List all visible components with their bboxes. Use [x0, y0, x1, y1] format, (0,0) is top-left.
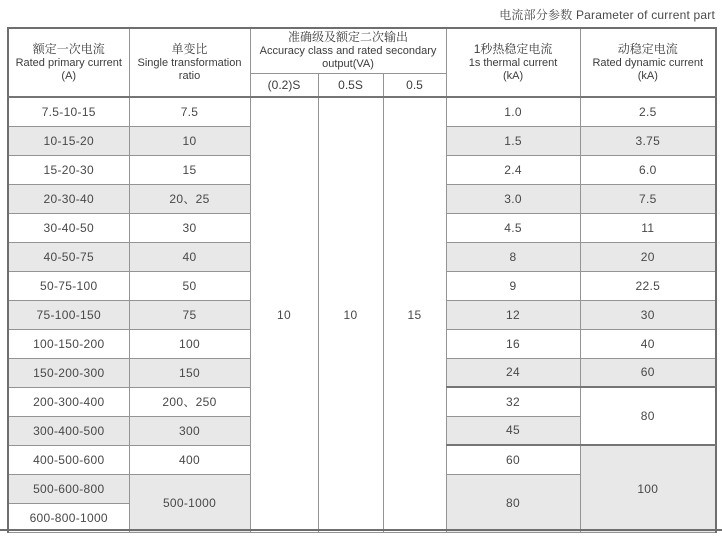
- table-body: [8, 97, 716, 532]
- cell-dynamic: 6.0: [580, 155, 716, 184]
- cell-ratio: 100: [129, 329, 250, 358]
- cell-primary-current: 300-400-500: [8, 416, 129, 445]
- header-accuracy-class-05s: 0.5S: [318, 73, 383, 97]
- current-parameter-table: [7, 27, 717, 533]
- cell-thermal-merged-80: 80: [446, 474, 580, 532]
- header-thermal-unit: (kA): [502, 70, 524, 82]
- header-accuracy-zh: 准确级及额定二次输出: [288, 30, 409, 45]
- cell-dynamic: 20: [580, 242, 716, 271]
- header-thermal-current: [446, 28, 580, 97]
- cell-primary-current: 7.5-10-15: [8, 97, 129, 126]
- header-accuracy-en: Accuracy class and rated secondary output(VA): [259, 45, 437, 71]
- cell-dynamic: 2.5: [580, 97, 716, 126]
- header-thermal-en: 1s thermal current: [468, 57, 558, 69]
- cell-ratio: 200、250: [129, 387, 250, 416]
- cell-ratio: 15: [129, 155, 250, 184]
- cell-primary-current: 600-800-1000: [8, 503, 129, 532]
- cell-primary-current: 30-40-50: [8, 213, 129, 242]
- bottom-divider: [0, 529, 722, 531]
- cell-thermal: 4.5: [446, 213, 580, 242]
- cell-ratio: 10: [129, 126, 250, 155]
- cell-accuracy-output-05s: 10: [318, 97, 383, 532]
- cell-ratio: 300: [129, 416, 250, 445]
- cell-primary-current: 20-30-40: [8, 184, 129, 213]
- cell-dynamic: 7.5: [580, 184, 716, 213]
- cell-primary-current: 50-75-100: [8, 271, 129, 300]
- cell-dynamic: 3.75: [580, 126, 716, 155]
- table-title: 电流部分参数 Parameter of current part: [499, 8, 715, 22]
- cell-ratio-merged-500-1000: 500-1000: [129, 474, 250, 532]
- header-primary-current-unit: (A): [61, 70, 77, 82]
- header-primary-current-en: Rated primary current: [15, 57, 122, 69]
- cell-primary-current: 400-500-600: [8, 445, 129, 474]
- table-row: [8, 97, 716, 126]
- cell-dynamic: 30: [580, 300, 716, 329]
- cell-ratio: 75: [129, 300, 250, 329]
- cell-dynamic: 22.5: [580, 271, 716, 300]
- cell-thermal: 1.5: [446, 126, 580, 155]
- cell-dynamic-merged-100: 100: [580, 445, 716, 532]
- cell-thermal: 24: [446, 358, 580, 387]
- header-thermal-zh: 1秒热稳定电流: [473, 42, 553, 56]
- header-dynamic-current: [580, 28, 716, 97]
- cell-dynamic: 40: [580, 329, 716, 358]
- header-dynamic-en: Rated dynamic current: [592, 57, 704, 69]
- header-dynamic-unit: (kA): [637, 70, 658, 82]
- cell-primary-current: 100-150-200: [8, 329, 129, 358]
- cell-thermal: 16: [446, 329, 580, 358]
- cell-primary-current: 15-20-30: [8, 155, 129, 184]
- cell-dynamic: 11: [580, 213, 716, 242]
- cell-thermal: 32: [446, 387, 580, 416]
- header-ratio: [129, 28, 250, 97]
- header-primary-current-zh: 额定一次电流: [32, 42, 105, 56]
- header-dynamic-zh: 动稳定电流: [617, 42, 678, 56]
- cell-ratio: 7.5: [129, 97, 250, 126]
- cell-primary-current: 40-50-75: [8, 242, 129, 271]
- cell-dynamic-merged-80: 80: [580, 387, 716, 445]
- cell-accuracy-output-05: 15: [383, 97, 446, 532]
- cell-primary-current: 75-100-150: [8, 300, 129, 329]
- cell-thermal: 45: [446, 416, 580, 445]
- cell-ratio: 30: [129, 213, 250, 242]
- cell-primary-current: 10-15-20: [8, 126, 129, 155]
- header-accuracy-group: [250, 28, 446, 73]
- cell-ratio: 400: [129, 445, 250, 474]
- table-header: [8, 28, 716, 97]
- cell-thermal: 12: [446, 300, 580, 329]
- header-primary-current: [8, 28, 129, 97]
- cell-primary-current: 200-300-400: [8, 387, 129, 416]
- cell-thermal: 8: [446, 242, 580, 271]
- cell-thermal: 3.0: [446, 184, 580, 213]
- cell-accuracy-output-02s: 10: [250, 97, 318, 532]
- cell-ratio: 40: [129, 242, 250, 271]
- header-ratio-en: Single transformation ratio: [137, 57, 242, 82]
- header-accuracy-class-02s: (0.2)S: [250, 73, 318, 97]
- cell-thermal: 1.0: [446, 97, 580, 126]
- header-ratio-zh: 单变比: [171, 42, 208, 56]
- cell-ratio: 150: [129, 358, 250, 387]
- cell-dynamic: 60: [580, 358, 716, 387]
- cell-ratio: 50: [129, 271, 250, 300]
- cell-thermal: 60: [446, 445, 580, 474]
- cell-primary-current: 500-600-800: [8, 474, 129, 503]
- cell-thermal: 2.4: [446, 155, 580, 184]
- cell-thermal: 9: [446, 271, 580, 300]
- cell-ratio: 20、25: [129, 184, 250, 213]
- cell-primary-current: 150-200-300: [8, 358, 129, 387]
- header-accuracy-class-05: 0.5: [383, 73, 446, 97]
